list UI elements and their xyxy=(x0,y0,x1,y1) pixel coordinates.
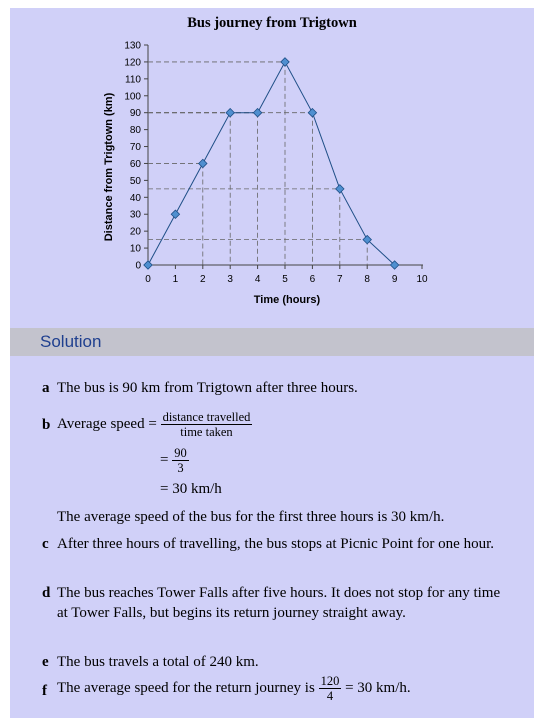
x-tick-label: 10 xyxy=(416,274,428,285)
y-tick-label: 70 xyxy=(129,142,141,154)
data-point-marker xyxy=(308,108,316,116)
data-point-marker xyxy=(171,210,179,218)
bus-journey-chart xyxy=(10,8,534,328)
x-tick-label: 4 xyxy=(254,274,261,285)
fraction-numerator: 90 xyxy=(174,446,187,460)
item-text: After three hours of travelling, the bus stops at Picnic Point for one hour. xyxy=(57,536,494,552)
y-tick-label: 110 xyxy=(125,74,141,86)
x-tick-label: 7 xyxy=(337,274,343,285)
y-tick-label: 10 xyxy=(129,243,141,255)
solution-item-b xyxy=(42,406,512,526)
y-axis-label: Distance from Trigtown (km) xyxy=(103,92,115,242)
item-text: The bus is 90 km from Trigtown after three hours. xyxy=(57,380,358,396)
sentence-suffix: = 30 km/h. xyxy=(345,679,411,696)
equals-sign: = xyxy=(160,451,169,468)
item-label: f xyxy=(42,683,47,699)
y-tick-label: 60 xyxy=(129,158,141,170)
fraction-numerator: distance travelled xyxy=(162,410,251,424)
sentence-prefix: The average speed for the return journey is xyxy=(57,679,315,696)
solution-header xyxy=(10,328,534,356)
textbook-page xyxy=(10,8,534,718)
item-label: a xyxy=(42,380,50,396)
x-tick-label: 8 xyxy=(364,274,370,285)
fraction-denominator: 4 xyxy=(326,689,334,703)
fraction-distance-over-time xyxy=(161,410,253,439)
x-tick-label: 5 xyxy=(282,274,288,285)
y-tick-label: 100 xyxy=(124,91,141,103)
data-point-marker xyxy=(144,261,152,269)
fraction-numerator: 120 xyxy=(320,674,340,688)
y-tick-label: 50 xyxy=(129,175,141,187)
fraction-120-over-4 xyxy=(319,674,342,703)
item-text: The bus reaches Tower Falls after five hours. It does not stop for any time at Tower Falls, but begins its return journey straight away. xyxy=(57,585,501,621)
formula-step-2 xyxy=(160,446,189,475)
formula-result: = 30 km/h xyxy=(160,481,222,497)
x-tick-label: 9 xyxy=(391,274,398,285)
y-tick-label: 0 xyxy=(135,260,141,272)
fraction-90-over-3 xyxy=(172,446,189,475)
x-tick-label: 6 xyxy=(309,274,316,285)
item-label: d xyxy=(42,585,51,601)
x-tick-label: 2 xyxy=(200,274,206,285)
y-tick-label: 120 xyxy=(124,57,141,69)
return-speed-sentence xyxy=(57,674,411,703)
item-label: b xyxy=(42,417,51,433)
item-label: c xyxy=(42,536,49,552)
y-tick-label: 90 xyxy=(129,108,141,120)
item-text: The bus travels a total of 240 km. xyxy=(57,654,259,670)
item-label: e xyxy=(42,654,49,670)
data-point-marker xyxy=(199,159,207,167)
fraction-denominator: 3 xyxy=(177,461,184,475)
average-speed-conclusion: The average speed of the bus for the first three hours is 30 km/h. xyxy=(57,509,445,525)
formula-prefix: Average speed = xyxy=(57,415,157,432)
y-tick-label: 20 xyxy=(129,226,141,238)
data-point-marker xyxy=(226,108,234,116)
average-speed-formula xyxy=(57,410,252,439)
y-tick-label: 40 xyxy=(129,192,141,204)
solution-heading: Solution xyxy=(40,332,102,351)
x-tick-label: 1 xyxy=(172,274,179,285)
x-tick-label: 3 xyxy=(227,274,233,285)
chart-svg xyxy=(10,8,534,328)
x-axis-label: Time (hours) xyxy=(253,294,321,306)
data-point-marker xyxy=(281,58,289,66)
y-tick-label: 80 xyxy=(129,125,141,137)
fraction-denominator: time taken xyxy=(180,425,233,439)
solution-item-f xyxy=(42,674,512,708)
y-tick-label: 130 xyxy=(124,40,141,52)
data-point-marker xyxy=(253,108,261,116)
chart-title: Bus journey from Trigtown xyxy=(187,15,357,31)
y-tick-label: 30 xyxy=(129,209,141,221)
x-tick-label: 0 xyxy=(145,274,151,285)
data-point-marker xyxy=(336,185,344,193)
